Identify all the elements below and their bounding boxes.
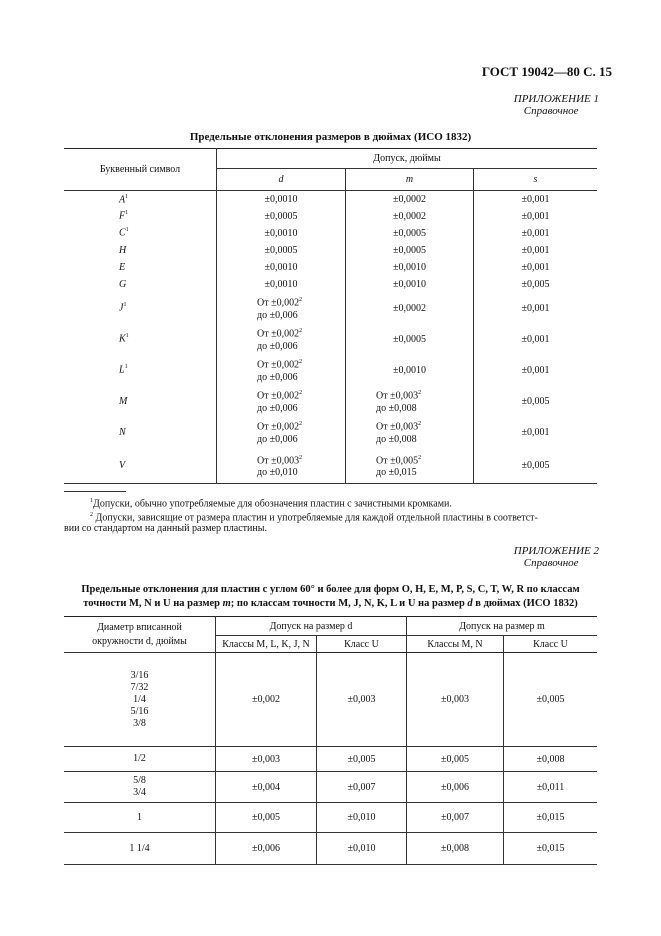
cell-m-note: 2 <box>418 390 422 397</box>
diameter-value: 1 1/4 <box>129 842 150 854</box>
cell-d: ±0,0010 <box>217 191 346 208</box>
cell-d-from: От $\pm 0,002^2$ <box>257 328 303 340</box>
table1-col-symbol: Буквенный символ <box>64 149 217 191</box>
cell-s: ±0,001 <box>474 208 598 225</box>
cell-tolerance: ±0,007 <box>317 772 407 803</box>
cell-s: ±0,001 <box>474 191 598 208</box>
table1 <box>64 148 597 484</box>
table2-group-d: Допуск на размер d <box>216 617 407 636</box>
cell-tolerance: ±0,005 <box>317 747 407 772</box>
cell-m <box>346 386 474 417</box>
cell-m: ±0,0002 <box>346 208 474 225</box>
cell-m: ±0,0010 <box>346 259 474 276</box>
symbol-note: 1 <box>124 364 128 371</box>
cell-d-from: От $\pm 0,002^2$ <box>257 359 303 371</box>
cell-d-note: 2 <box>299 359 303 366</box>
row-symbol: H <box>119 244 127 256</box>
footnote-2-text: Допуски, зависящие от размера пластин и употребляемые для каждой отдельной пластины в соответст- <box>95 512 538 524</box>
cell-d <box>217 386 346 417</box>
table1-title: Предельные отклонения размеров в дюймах (ИСО 1832) <box>189 131 472 143</box>
table-row <box>64 191 597 208</box>
cell-s: ±0,005 <box>474 386 598 417</box>
diameter-value: 5/8 <box>133 775 146 786</box>
cell-tolerance: ±0,005 <box>216 803 317 833</box>
appendix1-label <box>514 93 599 117</box>
table-row <box>64 225 597 242</box>
cell-tolerance: ±0,015 <box>504 803 598 833</box>
appendix1-type: Справочное <box>523 105 579 117</box>
cell-tolerance: ±0,003 <box>317 653 407 747</box>
cell-diameter <box>64 747 216 772</box>
cell-diameter <box>64 653 216 747</box>
row-symbol: V <box>64 448 217 484</box>
cell-s: ±0,001 <box>474 293 598 324</box>
cell-tolerance: ±0,010 <box>317 803 407 833</box>
cell-s: ±0,001 <box>474 355 598 386</box>
cell-m: ±0,0005 <box>346 324 474 355</box>
cell-d-to: до ±0,006 <box>257 371 298 383</box>
symbol-note: 1 <box>125 333 129 340</box>
appendix2-label <box>514 545 599 569</box>
footnote-1-num: 1 <box>90 498 93 504</box>
row-symbol: M <box>119 395 128 407</box>
table-row <box>64 293 597 324</box>
cell-d <box>217 417 346 448</box>
cell-tolerance: ±0,006 <box>407 772 504 803</box>
symbol-note: 1 <box>123 302 127 309</box>
diameter-value: 7/32 <box>130 681 149 693</box>
diameter-value: 1 <box>137 811 142 823</box>
row-symbol: $F^1$ <box>119 210 129 222</box>
cell-m <box>346 448 474 484</box>
table1-col-m: m <box>346 169 474 191</box>
cell-tolerance: ±0,006 <box>216 833 317 865</box>
cell-d <box>217 324 346 355</box>
cell-s: ±0,005 <box>474 448 598 484</box>
row-symbol: G <box>119 278 127 290</box>
cell-d: ±0,0005 <box>217 242 346 259</box>
cell-m-to: до ±0,008 <box>376 402 417 414</box>
table2-title-line2: точности M, N и U на размер m; по классам точности M, J, N, K, L и U на размер d в дюймах (ИСО 1832) <box>83 598 578 609</box>
cell-m: ±0,0010 <box>346 276 474 293</box>
cell-m: ±0,0002 <box>346 293 474 324</box>
cell-diameter <box>64 833 216 865</box>
table-row <box>64 276 597 293</box>
cell-d: ±0,0005 <box>217 208 346 225</box>
row-symbol: $A^1$ <box>119 193 129 205</box>
table-row <box>64 448 597 484</box>
symbol-note: 1 <box>125 193 129 200</box>
cell-d <box>217 293 346 324</box>
table-row <box>64 259 597 276</box>
symbol-note: 1 <box>125 210 129 217</box>
footnote-2-cont: вии со стандартом на данный размер пластины. <box>64 523 267 534</box>
table2-sub-1: Классы M, L, K, J, N <box>216 636 317 653</box>
cell-d-note: 2 <box>299 421 303 428</box>
footnote-1-text: Допуски, обычно употребляемые для обозначения пластин с зачистными кромками. <box>93 498 452 510</box>
cell-tolerance: ±0,004 <box>216 772 317 803</box>
cell-d-note: 2 <box>299 328 303 335</box>
cell-tolerance: ±0,010 <box>317 833 407 865</box>
table-row <box>64 208 597 225</box>
cell-tolerance: ±0,008 <box>504 747 598 772</box>
cell-tolerance: ±0,011 <box>504 772 598 803</box>
page-header: ГОСТ 19042—80 С. 15 <box>481 64 612 79</box>
row-symbol: $C^1$ <box>119 227 129 239</box>
cell-m-to: до ±0,015 <box>376 466 417 478</box>
cell-m-from: От $\pm 0,003^2$ <box>376 421 422 433</box>
table2-title <box>60 583 601 611</box>
cell-d-to: до ±0,006 <box>257 402 298 414</box>
cell-tolerance: ±0,002 <box>216 653 317 747</box>
diameter-value: 3/16 <box>130 669 149 681</box>
cell-d <box>217 355 346 386</box>
cell-m: ±0,0002 <box>346 191 474 208</box>
table1-col-group: Допуск, дюймы <box>217 149 598 169</box>
row-symbol: E <box>119 261 126 273</box>
diameter-value: 1/2 <box>133 753 146 764</box>
table-row <box>64 355 597 386</box>
row-symbol: $K^1$ <box>119 333 129 345</box>
table2-group-m: Допуск на размер m <box>407 617 598 636</box>
table2-sub-4: Класс U <box>504 636 598 653</box>
cell-tolerance: ±0,005 <box>407 747 504 772</box>
table1-col-d: d <box>217 169 346 191</box>
footnote-2-num: 2 <box>90 512 93 518</box>
cell-d-note: 2 <box>299 390 303 397</box>
cell-d: ±0,0010 <box>217 259 346 276</box>
cell-s: ±0,001 <box>474 324 598 355</box>
table1-col-s: s <box>474 169 598 191</box>
cell-d <box>217 448 346 484</box>
cell-diameter <box>64 803 216 833</box>
table-row <box>64 653 597 747</box>
row-symbol: N <box>119 426 126 438</box>
cell-d-from: От $\pm 0,002^2$ <box>257 390 303 402</box>
appendix2-type: Справочное <box>523 557 579 569</box>
cell-m: ±0,0005 <box>346 242 474 259</box>
cell-d-to: до ±0,006 <box>257 433 298 445</box>
row-symbol: $J^1$ <box>119 302 127 314</box>
symbol-note: 1 <box>125 227 129 234</box>
cell-tolerance: ±0,015 <box>504 833 598 865</box>
cell-tolerance: ±0,003 <box>407 653 504 747</box>
table2-col-diam: Диаметр вписанной окружности d, дюймы <box>64 617 216 653</box>
diameter-value: 5/16 <box>130 705 149 717</box>
cell-d-to: до ±0,006 <box>257 309 298 321</box>
cell-m <box>346 417 474 448</box>
table2-sub-3: Классы M, N <box>407 636 504 653</box>
cell-d-from: От $\pm 0,002^2$ <box>257 297 303 309</box>
cell-s: ±0,005 <box>474 276 598 293</box>
cell-s: ±0,001 <box>474 417 598 448</box>
table-row <box>64 833 597 865</box>
cell-d-from: От $\pm 0,002^2$ <box>257 421 303 433</box>
cell-s: ±0,001 <box>474 242 598 259</box>
cell-m: ±0,0010 <box>346 355 474 386</box>
table2-title-line1: Предельные отклонения для пластин с углом 60° и более для форм O, H, E, M, P, S, C, T, W, R по классам <box>81 584 580 595</box>
footnote-divider <box>64 491 126 492</box>
table-row <box>64 747 597 772</box>
cell-d-from: От $\pm 0,003^2$ <box>257 454 303 466</box>
cell-d-note: 2 <box>299 297 303 304</box>
diameter-value: 3/8 <box>133 717 146 729</box>
table2-sub-2: Класс U <box>317 636 407 653</box>
cell-s: ±0,001 <box>474 225 598 242</box>
diameter-value: 1/4 <box>133 693 146 705</box>
table-row <box>64 803 597 833</box>
cell-tolerance: ±0,007 <box>407 803 504 833</box>
table-row <box>64 772 597 803</box>
cell-d-to: до ±0,006 <box>257 340 298 352</box>
cell-m-from: От $\pm 0,005^2$ <box>376 454 422 466</box>
appendix1-title: ПРИЛОЖЕНИЕ 1 <box>513 93 599 105</box>
cell-tolerance: ±0,008 <box>407 833 504 865</box>
row-symbol: $L^1$ <box>119 364 128 376</box>
table-row <box>64 386 597 417</box>
cell-m: ±0,0005 <box>346 225 474 242</box>
cell-m-note: 2 <box>418 421 422 428</box>
cell-d-note: 2 <box>299 454 303 461</box>
cell-d-to: до ±0,010 <box>257 466 298 478</box>
cell-d: ±0,0010 <box>217 225 346 242</box>
cell-m-note: 2 <box>418 454 422 461</box>
table-row <box>64 242 597 259</box>
cell-diameter <box>64 772 216 803</box>
cell-tolerance: ±0,005 <box>504 653 598 747</box>
diameter-value: 3/4 <box>133 787 146 798</box>
cell-tolerance: ±0,003 <box>216 747 317 772</box>
cell-m-to: до ±0,008 <box>376 433 417 445</box>
cell-s: ±0,001 <box>474 259 598 276</box>
cell-d: ±0,0010 <box>217 276 346 293</box>
appendix2-title: ПРИЛОЖЕНИЕ 2 <box>513 545 599 557</box>
table2 <box>64 616 597 865</box>
table-row <box>64 417 597 448</box>
table-row <box>64 324 597 355</box>
cell-m-from: От $\pm 0,003^2$ <box>376 390 422 402</box>
